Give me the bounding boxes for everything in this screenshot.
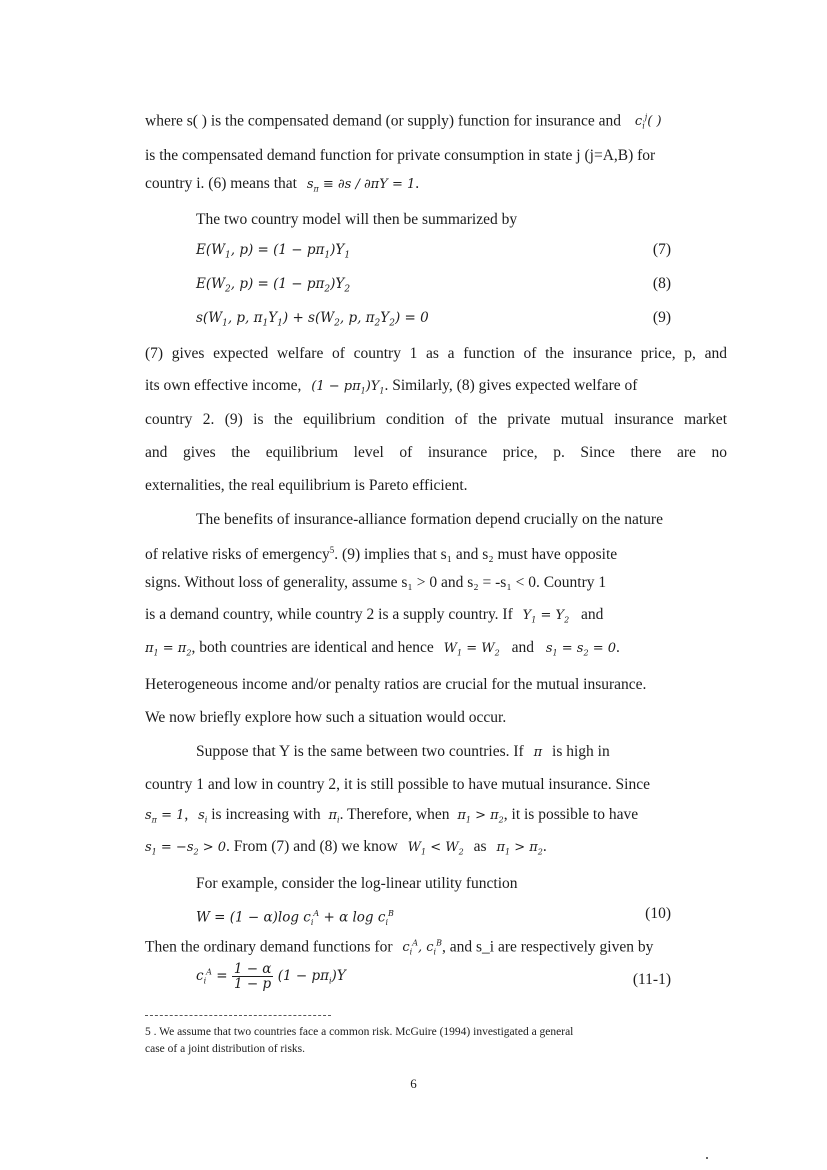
math-inline: $W_1 = W_2$ — [443, 641, 500, 658]
text-span: . Similarly, (8) gives expected welfare of — [384, 377, 638, 394]
math-inline: $(1 - p\pi_1)Y_1$ — [311, 379, 385, 396]
equation-10: W = (1 − α)log $c_i^A + \alpha$ $\log c_i^B$ — [196, 909, 394, 928]
equation-number: (11-1) — [632, 971, 671, 988]
text-span: as — [473, 838, 487, 855]
equation-number: (8) — [652, 275, 671, 292]
text-span: where s( ) is the compensated demand (or supply) function for insurance and — [145, 112, 622, 130]
text-span: Then the ordinary demand functions for — [145, 938, 393, 956]
paragraph-line — [145, 108, 727, 137]
paragraph-line: (7) gives expected welfare of country 1 as a function of the insurance price, p, and — [145, 345, 727, 362]
text-span: Suppose that Y is the same between two countries. If — [196, 743, 524, 760]
paragraph-line — [196, 742, 727, 763]
paragraph-line: country i. (6) means that $s_\pi \equiv \partial s / \partial\pi Y = 1$. — [145, 175, 420, 194]
paragraph-line: $s_\pi = 1$, $s_i$ is increasing with $\pi_i$. Therefore, when $\pi_1 > \pi_2$, it is possible to have — [145, 806, 639, 825]
paragraph-line — [145, 934, 727, 963]
equation-11-1: $c_i^A$ = $\frac{1 - \alpha}{1 - p}$ $(1 - p\pi_i)Y$ — [196, 961, 346, 992]
math-inline: $\pi_1 = \pi_2$ — [145, 641, 192, 658]
math-inline: π — [533, 745, 543, 760]
paragraph-line — [145, 376, 727, 402]
footnote-text: . We assume that two countries face a common risk. McGuire (1994) investigated a general — [153, 1026, 574, 1038]
paragraph-line: We now briefly explore how such a situation would occur. — [145, 709, 507, 726]
text-span: is a demand country, while country 2 is a supply country. If — [145, 606, 513, 623]
math-inline: $W_1 < W_2$ — [407, 840, 464, 857]
text-span: country i. (6) means that — [145, 175, 297, 192]
math-inline: $s_\pi \equiv \partial s / \partial\pi Y = 1$ — [306, 177, 416, 194]
text-span: . (9) implies that s₁ and s₂ must have opposite — [334, 546, 618, 564]
footnote-number: 5 — [145, 1026, 151, 1038]
text-span: and — [581, 606, 604, 623]
paragraph-line: country 1 and low in country 2, it is still possible to have mutual insurance. Since — [145, 776, 650, 793]
text-span: , it is possible to have — [503, 806, 639, 823]
math-inline: $\pi_i$ — [328, 808, 340, 825]
math-inline: (1 − pπ — [277, 968, 329, 984]
scan-artifact — [706, 1157, 708, 1159]
text-span: , both countries are identical and hence — [191, 639, 434, 656]
text-span: . From (7) and (8) we know — [226, 838, 398, 855]
footnote-line: case of a joint distribution of risks. — [145, 1043, 306, 1055]
equation-9: $s(W_1$, p, $\pi_1Y_1) + s(W_2$, p, $\pi_2Y_2) = 0$ — [196, 310, 429, 329]
math-inline: $c_i^j$( ) — [634, 113, 662, 131]
paragraph-line: is the compensated demand function for private consumption in state j (j=A,B) for — [145, 147, 656, 164]
text-span: , and s_i are respectively given by — [442, 938, 654, 956]
equation-number: (9) — [652, 309, 671, 326]
math-inline: c — [196, 968, 204, 984]
math-inline: $s_\pi = 1$ — [145, 808, 185, 825]
paragraph-line: $s_1 = -s_2 > 0$. From (7) and (8) we know $W_1 < W_2$ as $\pi_1 > \pi_2$. — [145, 838, 547, 857]
math-inline: $\pi_1 > \pi_2$ — [496, 840, 543, 857]
text-span: and — [511, 639, 534, 656]
paragraph-line: Heterogeneous income and/or penalty ratios are crucial for the mutual insurance. — [145, 676, 647, 693]
fraction-denominator: 1 − p — [234, 976, 272, 992]
paragraph-line: $\pi_1 = \pi_2$, both countries are identical and hence $W_1 = W_2$ and $s_1 = s_2 = 0$. — [145, 639, 620, 658]
paragraph-line — [145, 540, 727, 565]
equation-number: (10) — [645, 905, 671, 922]
paragraph-line: externalities, the real equilibrium is Pareto efficient. — [145, 477, 468, 494]
text-span: its own effective income, — [145, 377, 302, 394]
math-inline: )Y — [331, 968, 346, 984]
math-inline: $s_1 = -s_2 > 0$ — [145, 840, 227, 857]
paragraph-line — [145, 605, 727, 631]
fraction — [232, 962, 274, 991]
text-span: is increasing with — [211, 806, 321, 823]
math-inline: $\pi_1 > \pi_2$ — [457, 808, 504, 825]
math-inline: $c_i^A$, $c_i^B$ — [402, 939, 442, 957]
text-span: is high in — [552, 743, 610, 760]
paragraph-line: The benefits of insurance-alliance formation depend crucially on the nature — [196, 511, 663, 528]
math-inline: $Y_1 = Y_2$ — [522, 608, 570, 625]
paragraph-line: country 2. (9) is the equilibrium condition of the private mutual insurance market — [145, 411, 727, 428]
footnote-marker: 5 — [329, 545, 335, 555]
text-span: . Therefore, when — [339, 806, 450, 823]
paragraph-line: For example, consider the log-linear utility function — [196, 875, 518, 892]
text-span: of relative risks of emergency — [145, 546, 330, 564]
page-number: 6 — [410, 1076, 417, 1091]
math-inline: $s_1 = s_2 = 0$ — [545, 641, 616, 658]
fraction-numerator: 1 − α — [233, 961, 272, 977]
equation-number: (7) — [652, 241, 671, 258]
equation-7: $E(W_1$, $p) = (1 - p\pi_1)Y_1$ — [196, 242, 351, 261]
footnote-line — [145, 1024, 727, 1041]
equation-8: $E(W_2$, $p) = (1 - p\pi_2)Y_2$ — [196, 276, 351, 295]
paragraph-line: and gives the equilibrium level of insurance price, p. Since there are no — [145, 444, 727, 461]
math-inline: $s_i$ — [198, 808, 208, 825]
paragraph-line: The two country model will then be summarized by — [196, 211, 518, 228]
footnote-separator — [145, 1015, 331, 1016]
paragraph-line: signs. Without loss of generality, assume s₁ > 0 and s₂ = -s₁ < 0. Country 1 — [145, 574, 607, 591]
